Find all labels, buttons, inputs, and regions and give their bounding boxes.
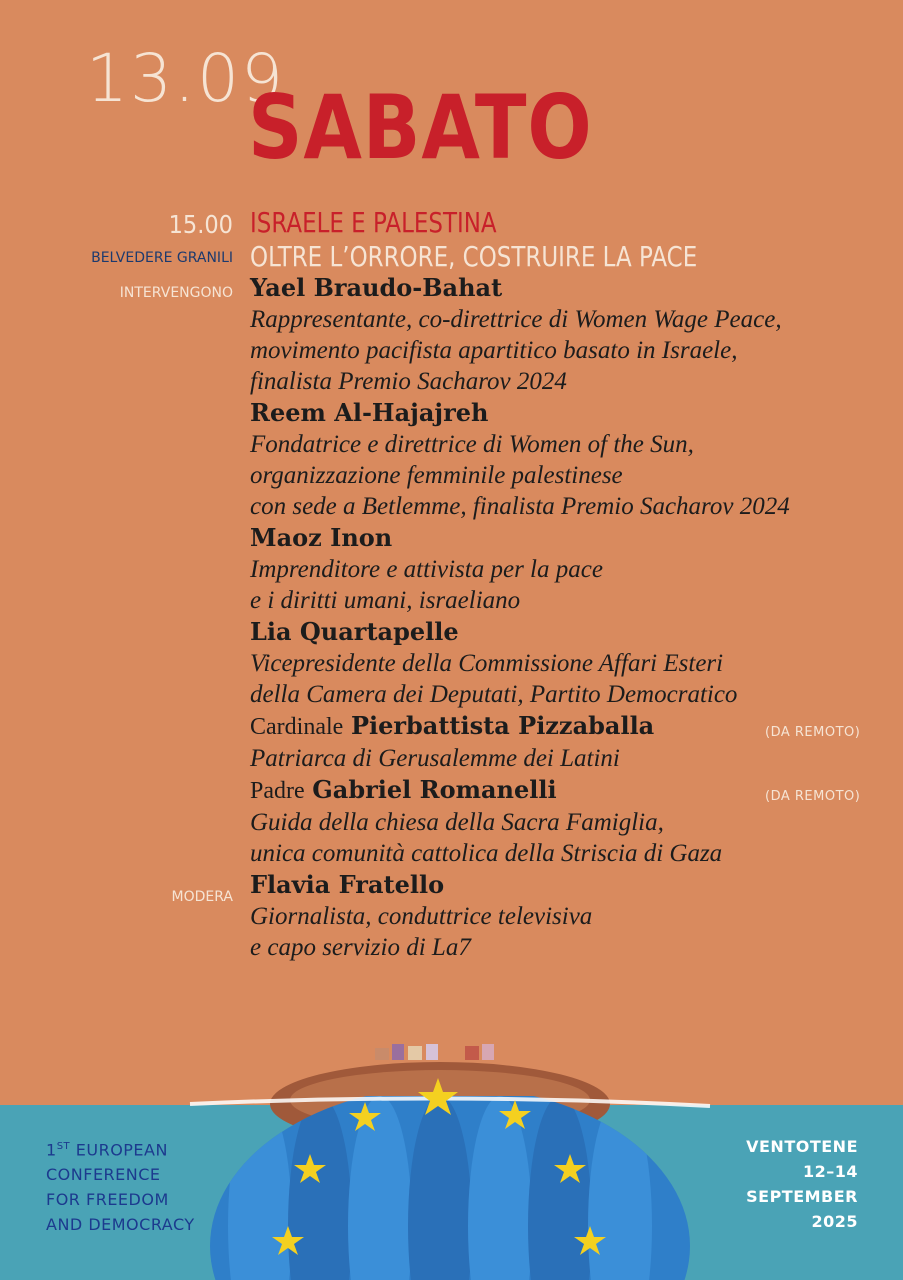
speaker-item [250,616,870,710]
moderator-desc: Giornalista, conduttrice televisiva e capo servizio di La7 [250,903,593,961]
speaker-name: Lia Quartapelle [250,617,459,646]
speaker-item [250,397,870,522]
conference-location-dates: VENTOTENE 12–14 SEPTEMBER 2025 [746,1137,858,1231]
event-title: ISRAELE E PALESTINA [250,206,497,239]
event-date: 13.09 [86,40,285,117]
moderator-name: Flavia Fratello [250,870,445,899]
conference-name: 1ST EUROPEAN CONFERENCE FOR FREEDOM AND DEMOCRACY [46,1140,195,1235]
speaker-list [250,272,870,963]
speaker-item [250,272,870,397]
speaker-desc: Vicepresidente della Commissione Affari Esteri della Camera dei Deputati, Partito Democratico [250,650,738,708]
speaker-desc: Patriarca di Gerusalemme dei Latini [250,745,620,772]
speaker-desc: Guida della chiesa della Sacra Famiglia, unica comunità cattolica della Striscia di Gaza [250,809,723,867]
speaker-name: Gabriel Romanelli [312,775,557,804]
event-venue: BELVEDERE GRANILI [91,250,233,266]
speaker-title: Cardinale [250,714,344,740]
eu-balloon-illustration [170,1036,730,1280]
speakers-label: INTERVENGONO [119,285,233,301]
speaker-desc: Imprenditore e attivista per la pace e i diritti umani, israeliano [250,556,603,614]
remote-badge: (DA REMOTO) [765,789,861,804]
event-subtitle: OLTRE L’ORRORE, COSTRUIRE LA PACE [250,240,698,273]
event-time: 15.00 [168,210,233,239]
speaker-item [250,522,870,616]
speaker-name: Yael Braudo-Bahat [250,273,503,302]
speaker-desc: Fondatrice e direttrice di Women of the Sun, organizzazione femminile palestinese con sede a Betlemme, finalista Premio Sacharov 2024 [250,431,790,520]
moderator-label: MODERA [171,889,233,905]
speaker-item [250,774,870,869]
speaker-desc: Rappresentante, co-direttrice di Women Wage Peace, movimento pacifista apartitico basato in Israele, finalista Premio Sacharov 2024 [250,306,782,395]
speaker-name: Maoz Inon [250,523,393,552]
speaker-title: Padre [250,778,305,804]
moderator-item [250,869,870,963]
speaker-item [250,710,870,774]
event-day: SABATO [248,76,593,179]
speaker-name: Reem Al-Hajajreh [250,398,489,427]
speaker-name: Pierbattista Pizzaballa [350,711,655,740]
remote-badge: (DA REMOTO) [765,725,861,740]
